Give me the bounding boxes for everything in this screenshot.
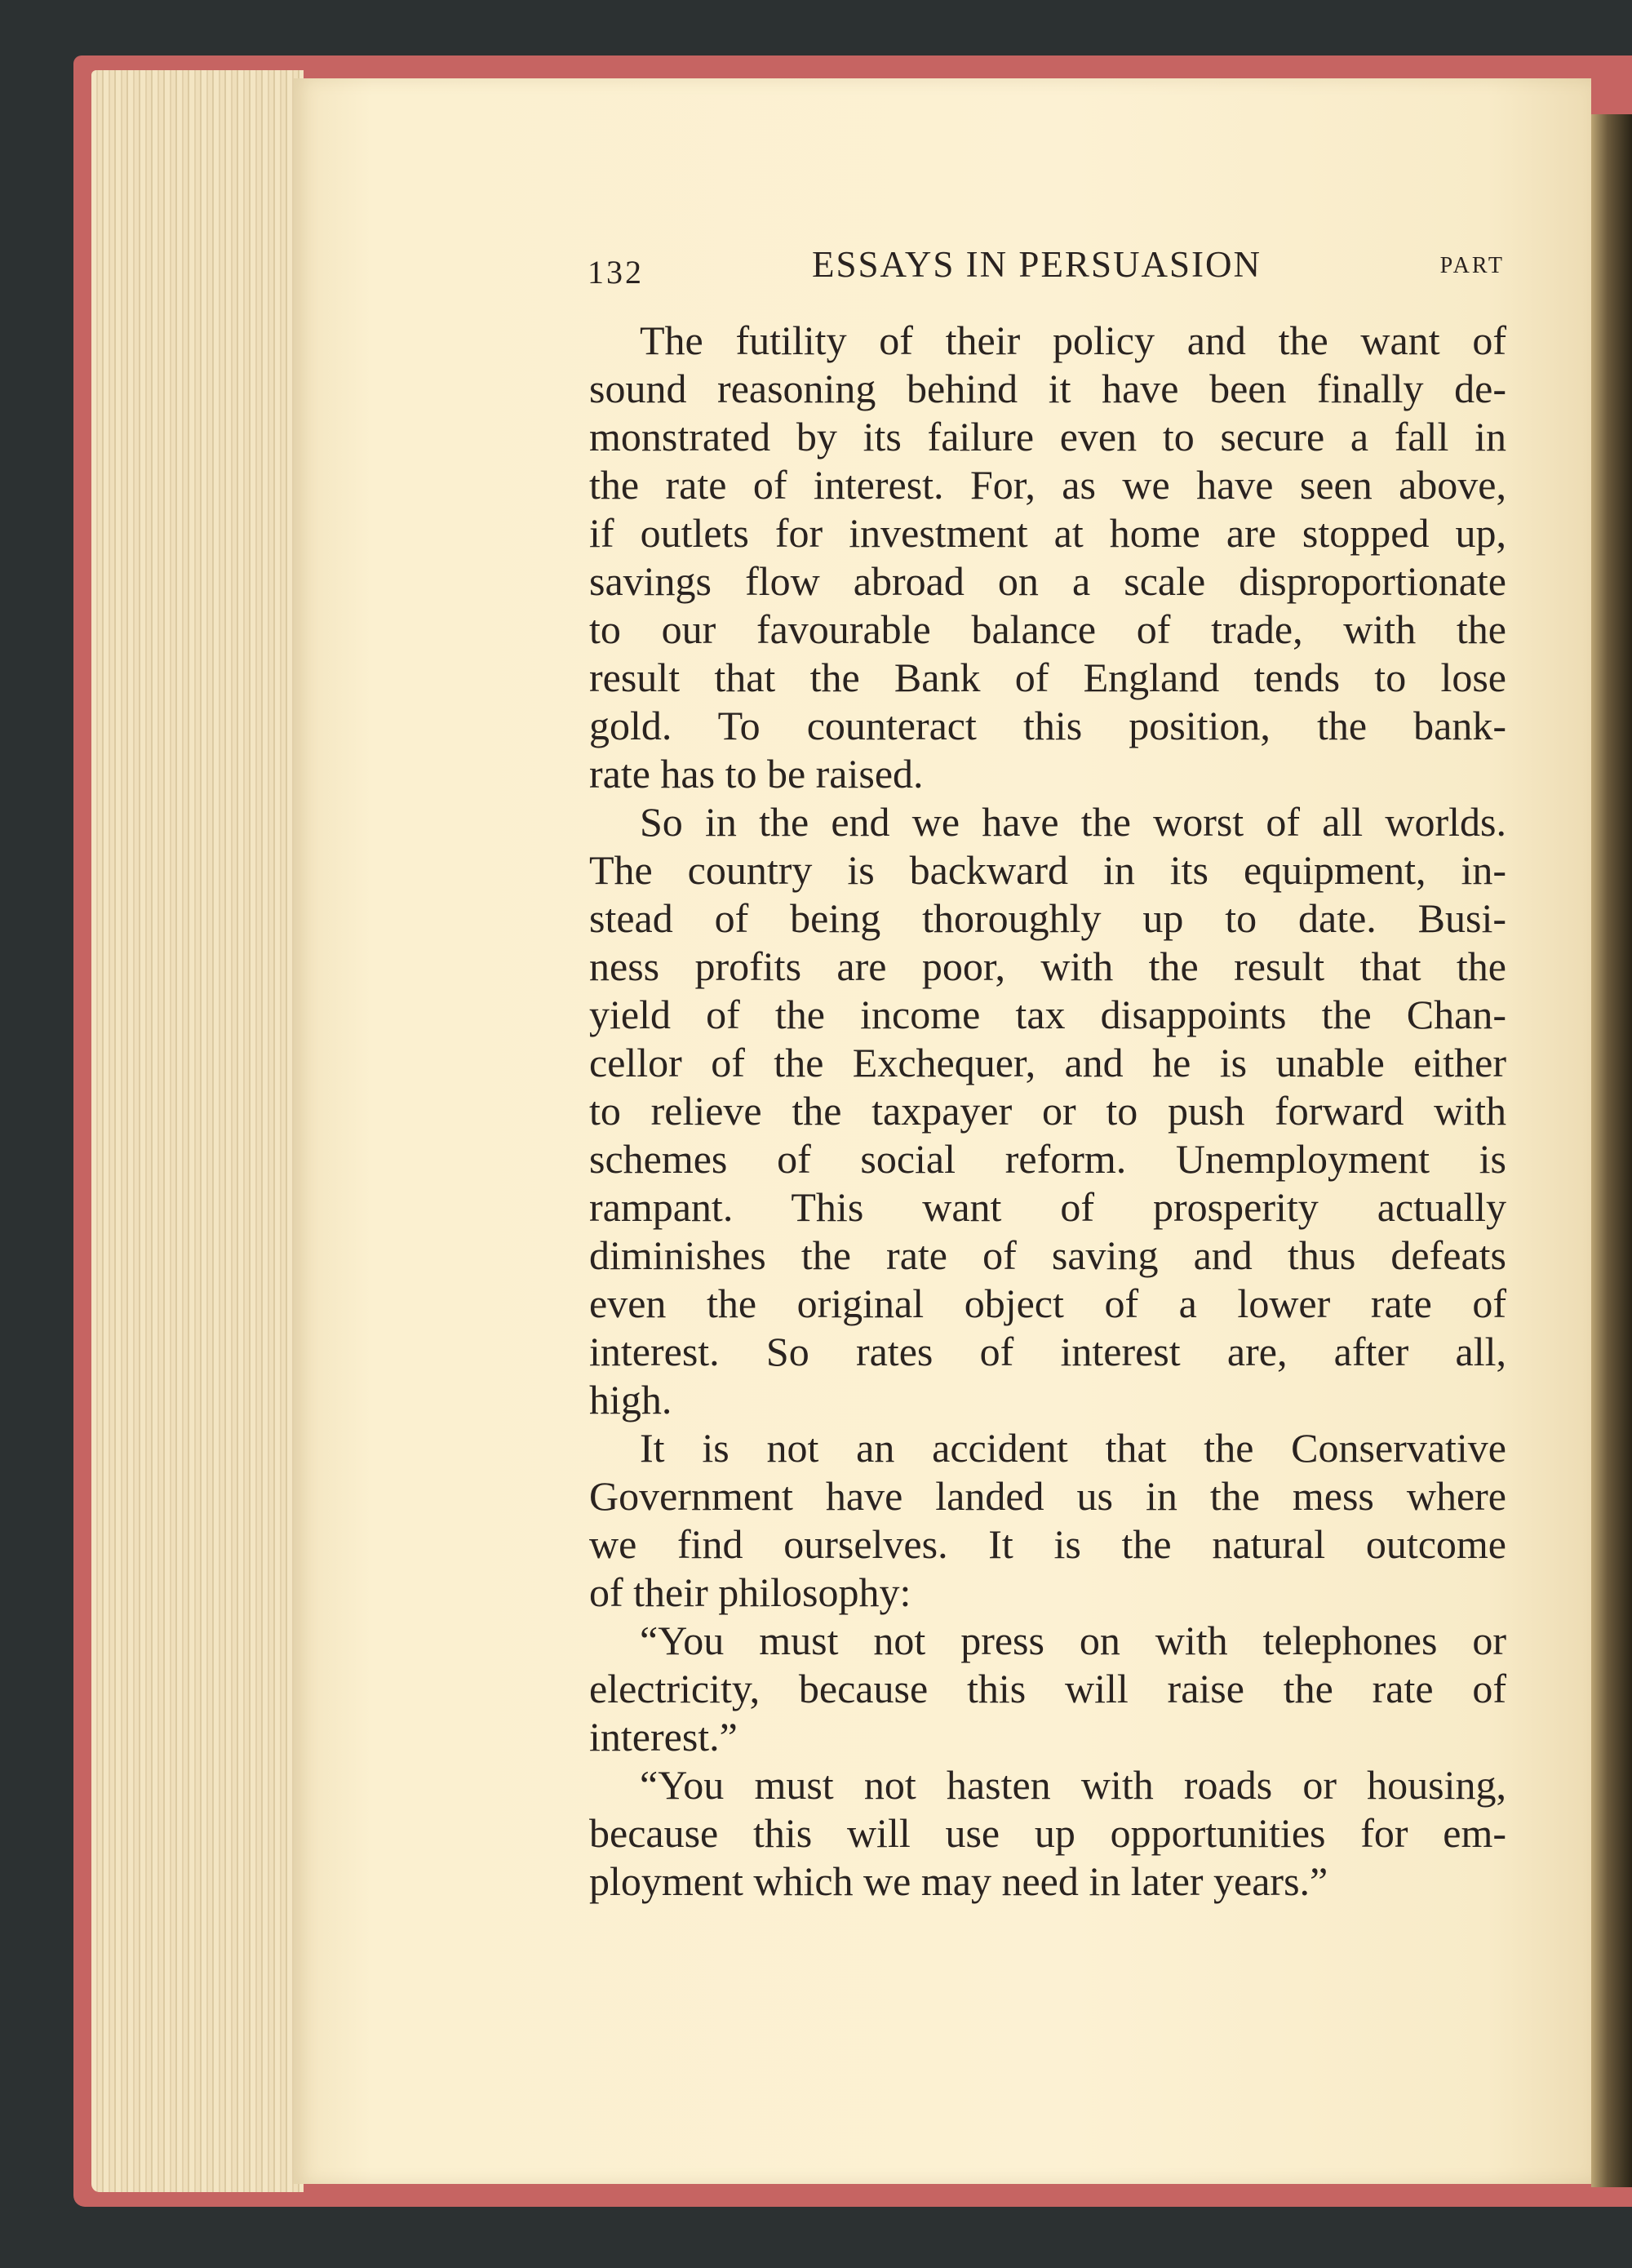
text-line: interest. So rates of interest are, after all, — [589, 1329, 1506, 1374]
text-line: “You must not press on with telephones or — [640, 1618, 1506, 1663]
text-line: yield of the income tax disappoints the Chan- — [589, 992, 1506, 1037]
body-text — [589, 317, 1506, 1906]
text-line: The futility of their policy and the want of — [640, 317, 1506, 363]
page-number: 132 — [588, 254, 644, 291]
text-line: to relieve the taxpayer or to push forward with — [589, 1088, 1506, 1134]
text-line: high. — [589, 1377, 672, 1422]
paragraph — [589, 317, 1506, 798]
paragraph — [589, 1617, 1506, 1761]
text-line: rampant. This want of prosperity actually — [589, 1184, 1506, 1230]
text-line: sound reasoning behind it have been finally de- — [589, 366, 1506, 411]
text-line: gold. To counteract this position, the bank- — [589, 703, 1506, 748]
text-line: electricity, because this will raise the rate of — [589, 1666, 1506, 1711]
text-line: if outlets for investment at home are stopped up, — [589, 510, 1506, 556]
page-edges — [91, 70, 304, 2192]
text-line: the rate of interest. For, as we have seen above, — [589, 462, 1506, 508]
paragraph — [589, 1761, 1506, 1906]
text-line: ness profits are poor, with the result that the — [589, 943, 1506, 989]
text-line: even the original object of a lower rate of — [589, 1280, 1506, 1326]
text-line: because this will use up opportunities for em- — [589, 1810, 1506, 1856]
text-line: rate has to be raised. — [589, 751, 924, 797]
text-line: stead of being thoroughly up to date. Busi- — [589, 895, 1506, 941]
text-line: we find ourselves. It is the natural outcome — [589, 1521, 1506, 1567]
running-title: ESSAYS IN PERSUASION — [812, 244, 1262, 285]
page-header — [588, 242, 1505, 291]
text-line: savings flow abroad on a scale disproportionate — [589, 558, 1506, 604]
text-line: The country is backward in its equipment, in- — [589, 847, 1506, 893]
text-line: monstrated by its failure even to secure a fall in — [589, 414, 1506, 459]
text-line: cellor of the Exchequer, and he is unable either — [589, 1040, 1506, 1085]
text-line: ployment which we may need in later years.” — [589, 1858, 1328, 1904]
text-line: Government have landed us in the mess where — [589, 1473, 1506, 1519]
text-line: interest.” — [589, 1714, 738, 1760]
text-line: result that the Bank of England tends to lose — [589, 655, 1506, 700]
text-line: of their philosophy: — [589, 1569, 911, 1615]
paragraph — [589, 1424, 1506, 1617]
text-line: “You must not hasten with roads or housing, — [640, 1762, 1506, 1808]
text-line: to our favourable balance of trade, with the — [589, 606, 1506, 652]
text-line: It is not an accident that the Conservative — [640, 1425, 1506, 1471]
facing-page-gutter — [1591, 114, 1632, 2187]
text-line: So in the end we have the worst of all worlds. — [640, 799, 1506, 845]
paragraph — [589, 798, 1506, 1424]
text-line: diminishes the rate of saving and thus defeats — [589, 1232, 1506, 1278]
part-label: PART — [1439, 253, 1505, 278]
text-line: schemes of social reform. Unemployment is — [589, 1136, 1506, 1182]
